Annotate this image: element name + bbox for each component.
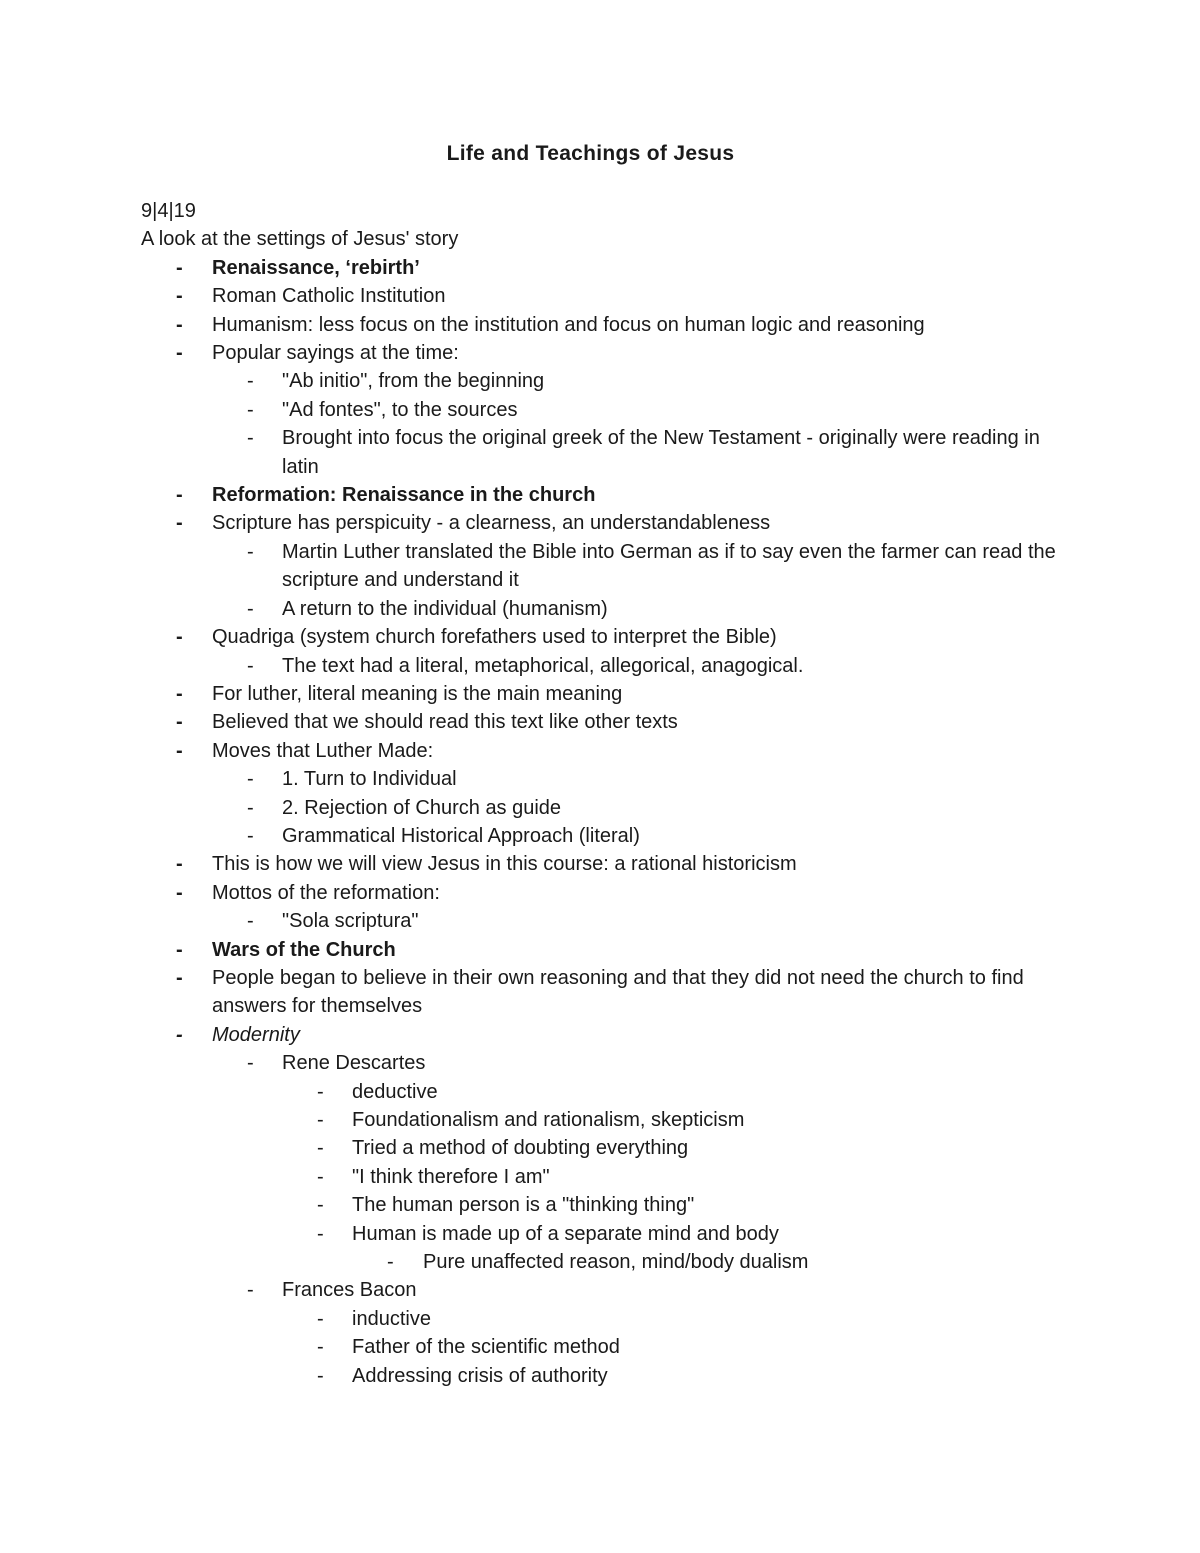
- bullet-dash-icon: -: [176, 853, 183, 876]
- notes-body: [141, 197, 1081, 1390]
- list-item: [141, 936, 1081, 964]
- list-item-text: Scripture has perspicuity - a clearness, an understandableness: [212, 512, 771, 535]
- list-item: [141, 396, 1081, 424]
- list-item-text: Pure unaffected reason, mind/body dualism: [423, 1251, 809, 1274]
- list-item-text: Renaissance, ‘rebirth’: [212, 256, 420, 279]
- list-item-text: Father of the scientific method: [352, 1336, 620, 1359]
- bullet-dash-icon: -: [176, 1023, 183, 1046]
- bullet-dash-icon: -: [317, 1194, 324, 1217]
- bullet-dash-icon: -: [247, 796, 254, 819]
- list-item: [141, 822, 1081, 850]
- list-item-text: For luther, literal meaning is the main meaning: [212, 682, 623, 705]
- list-item: [141, 1191, 1081, 1219]
- list-item-text: A return to the individual (humanism): [282, 597, 608, 620]
- bullet-dash-icon: -: [317, 1080, 324, 1103]
- bullet-dash-icon: -: [176, 739, 183, 762]
- bullet-dash-icon: -: [176, 626, 183, 649]
- list-item-text: inductive: [352, 1307, 431, 1330]
- list-item: [141, 1220, 1081, 1248]
- list-item-text: "Ab initio", from the beginning: [282, 370, 545, 393]
- bullet-dash-icon: -: [247, 1279, 254, 1302]
- list-item-text: Human is made up of a separate mind and body: [352, 1222, 779, 1245]
- bullet-dash-icon: -: [317, 1364, 324, 1387]
- bullet-dash-icon: -: [176, 881, 183, 904]
- list-item: [141, 907, 1081, 935]
- list-item-text: Mottos of the reformation:: [212, 881, 440, 904]
- bullet-dash-icon: -: [317, 1336, 324, 1359]
- lecture-date: 9|4|19: [141, 200, 196, 222]
- list-item: [141, 481, 1081, 509]
- list-item: [141, 652, 1081, 680]
- bullet-dash-icon: -: [247, 910, 254, 933]
- bullet-dash-icon: -: [387, 1251, 394, 1274]
- bullet-dash-icon: -: [247, 540, 254, 563]
- list-item: [141, 424, 1081, 481]
- bullet-dash-icon: -: [176, 711, 183, 734]
- bullet-dash-icon: -: [176, 484, 183, 507]
- list-item-text: 1. Turn to Individual: [282, 768, 457, 791]
- list-item: [141, 1248, 1081, 1276]
- list-item-text: Popular sayings at the time:: [212, 342, 459, 365]
- list-item: [141, 595, 1081, 623]
- list-item-text: deductive: [352, 1080, 438, 1103]
- list-item-text: This is how we will view Jesus in this course: a rational historicism: [212, 853, 797, 876]
- intro-line: A look at the settings of Jesus' story: [141, 228, 459, 251]
- list-item: [141, 1362, 1081, 1390]
- bullet-dash-icon: -: [247, 597, 254, 620]
- list-item-text: Modernity: [212, 1023, 300, 1046]
- list-item: [141, 737, 1081, 765]
- list-item: [141, 708, 1081, 736]
- list-item: [141, 367, 1081, 395]
- bullet-dash-icon: -: [176, 966, 183, 989]
- bullet-dash-icon: -: [247, 370, 254, 393]
- list-item-text: Tried a method of doubting everything: [352, 1137, 689, 1160]
- list-item: [141, 794, 1081, 822]
- list-item-text: Believed that we should read this text like other texts: [212, 711, 678, 734]
- list-item-text: "Ad fontes", to the sources: [282, 398, 518, 421]
- list-item-text: Humanism: less focus on the institution and focus on human logic and reasoning: [212, 313, 925, 336]
- bullet-dash-icon: -: [247, 1052, 254, 1075]
- list-item: [141, 1163, 1081, 1191]
- list-item-text: 2. Rejection of Church as guide: [282, 796, 562, 819]
- list-item: [141, 1276, 1081, 1304]
- bullet-dash-icon: -: [317, 1222, 324, 1245]
- list-item: [141, 254, 1081, 282]
- list-item-text: Quadriga (system church forefathers used to interpret the Bible): [212, 626, 777, 649]
- bullet-dash-icon: -: [247, 398, 254, 421]
- list-item: [141, 765, 1081, 793]
- list-item-text: Wars of the Church: [212, 938, 396, 961]
- bullet-dash-icon: -: [176, 342, 183, 365]
- list-item-text: "I think therefore I am": [352, 1165, 550, 1188]
- list-item: [141, 1049, 1081, 1077]
- list-item-text: The human person is a "thinking thing": [352, 1194, 695, 1217]
- bullet-dash-icon: -: [247, 824, 254, 847]
- list-item-text: Roman Catholic Institution: [212, 285, 446, 308]
- list-item: [141, 964, 1081, 1021]
- list-item: [141, 1078, 1081, 1106]
- bullet-dash-icon: -: [176, 285, 183, 308]
- bullet-dash-icon: -: [176, 682, 183, 705]
- bullet-dash-icon: -: [317, 1137, 324, 1160]
- list-item: [141, 850, 1081, 878]
- list-item: [141, 282, 1081, 310]
- list-item-text: Grammatical Historical Approach (literal): [282, 824, 640, 847]
- list-item: [141, 509, 1081, 537]
- list-item-text: Rene Descartes: [282, 1052, 426, 1075]
- list-item: [141, 339, 1081, 367]
- list-item: [141, 879, 1081, 907]
- bullet-dash-icon: -: [247, 654, 254, 677]
- list-item-text: "Sola scriptura": [282, 910, 419, 933]
- list-item: [141, 623, 1081, 651]
- bullet-dash-icon: -: [247, 768, 254, 791]
- list-item: [141, 538, 1081, 595]
- list-item-text: Moves that Luther Made:: [212, 739, 434, 762]
- bullet-dash-icon: -: [247, 427, 254, 450]
- bullet-dash-icon: -: [176, 313, 183, 336]
- list-item-text: Foundationalism and rationalism, skepticism: [352, 1109, 745, 1131]
- bullet-dash-icon: -: [176, 938, 183, 961]
- list-item: [141, 1021, 1081, 1049]
- bullet-dash-icon: -: [317, 1307, 324, 1330]
- notes-list: [141, 254, 1081, 1390]
- list-item: [141, 1333, 1081, 1361]
- list-item: [141, 1134, 1081, 1162]
- list-item-text: Reformation: Renaissance in the church: [212, 484, 596, 507]
- list-item: [141, 311, 1081, 339]
- list-item-text: Martin Luther translated the Bible into German as if to say even the farmer can read the scripture and understand it: [282, 540, 1056, 592]
- bullet-dash-icon: -: [176, 256, 183, 279]
- list-item-text: Addressing crisis of authority: [352, 1364, 608, 1387]
- bullet-dash-icon: -: [176, 512, 183, 535]
- document-title: Life and Teachings of Jesus: [446, 142, 735, 165]
- list-item-text: People began to believe in their own reasoning and that they did not need the church to find answers for themselves: [212, 966, 1024, 1018]
- list-item-text: Brought into focus the original greek of the New Testament - originally were reading in latin: [282, 427, 1040, 478]
- list-item: [141, 1305, 1081, 1333]
- list-item-text: Frances Bacon: [282, 1279, 417, 1302]
- list-item: [141, 680, 1081, 708]
- list-item-text: The text had a literal, metaphorical, allegorical, anagogical.: [282, 654, 804, 677]
- bullet-dash-icon: -: [317, 1165, 324, 1188]
- list-item: [141, 1106, 1081, 1134]
- bullet-dash-icon: -: [317, 1109, 324, 1131]
